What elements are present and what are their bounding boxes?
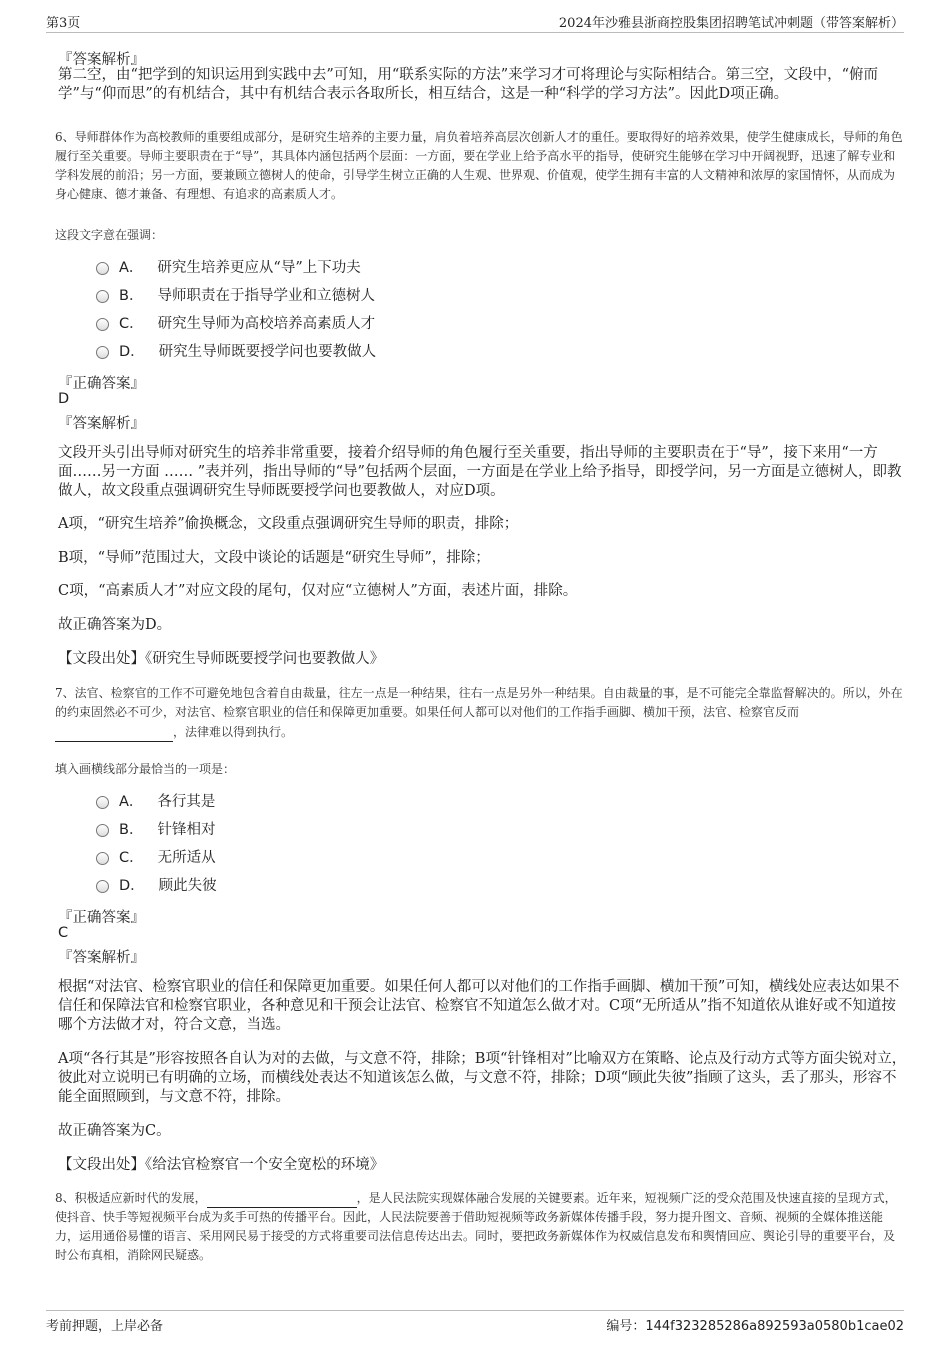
correct-answer-tag: 『正确答案』 <box>58 910 145 926</box>
option-text: 研究生导师既要授学问也要教做人 <box>158 344 377 360</box>
correct-answer-tag: 『正确答案』 <box>58 376 145 392</box>
radio-icon[interactable] <box>96 290 109 303</box>
correct-answer: D <box>58 391 70 407</box>
option-text: 各行其是 <box>157 794 216 810</box>
analysis-tag: 『答案解析』 <box>58 950 145 966</box>
radio-icon[interactable] <box>96 824 109 837</box>
option-d[interactable] <box>96 342 376 362</box>
option-text: 针锋相对 <box>157 822 216 838</box>
analysis-paragraph: A项“各行其是”形容按照各自认为对的去做，与文意不符，排除；B项“针锋相对”比喻双方在策略、论点及行动方式等方面尖锐对立，彼此对立说明已有明确的立场，而横线处表达不知道该怎么做，与文意不符，排除；D项“顾此失彼”指顾了这头，丢了那头，形容不能全面照顾到，与文意不符，排除。 <box>58 1051 907 1105</box>
question-8-text <box>55 1188 905 1265</box>
option-b[interactable] <box>96 286 375 306</box>
code-value: 144f323285286a892593a0580b1cae02 <box>645 1319 904 1334</box>
document-title: 2024年沙雅县浙商控股集团招聘笔试冲刺题（带答案解析） <box>558 16 904 31</box>
analysis-paragraph: B项，“导师”范围过大，文段中谈论的话题是“研究生导师”，排除； <box>58 550 490 566</box>
option-a[interactable] <box>96 792 215 812</box>
radio-icon[interactable] <box>96 346 109 359</box>
radio-icon[interactable] <box>96 880 109 893</box>
option-a[interactable] <box>96 258 361 278</box>
option-text: 导师职责在于指导学业和立德树人 <box>157 288 375 304</box>
option-letter: A． <box>119 260 144 276</box>
option-text: 研究生培养更应从“导”上下功夫 <box>157 260 361 276</box>
source-citation: 【文段出处】《给法官检察官一个安全宽松的环境》 <box>58 1157 385 1173</box>
page-footer <box>46 1310 904 1335</box>
analysis-paragraph: 根据“对法官、检察官职业的信任和保障更加重要。如果任何人都可以对他们的工作指手画脚、横加干预”可知，横线处应表达如果不信任和保障法官和检察官职业，各种意见和干预会让法官、检察官不知道怎么做才对。C项“无所适从”指不知道依从谁好或不知道按哪个方法做才对，符合文意，当选。 <box>58 979 900 1033</box>
option-letter: D． <box>119 878 145 894</box>
option-letter: C． <box>119 850 144 866</box>
footer-slogan: 考前押题，上岸必备 <box>46 1319 164 1334</box>
option-d[interactable] <box>96 876 217 896</box>
document-code <box>606 1315 904 1334</box>
analysis-paragraph: A项，“研究生培养”偷换概念，文段重点强调研究生导师的职责，排除； <box>58 516 519 532</box>
option-letter: A． <box>119 794 144 810</box>
radio-icon[interactable] <box>96 852 109 865</box>
question-text-part: ，是人民法院实现媒体融合发展的关键要素。近年来，短视频广泛的受众范围及快速直接的呈现方式，使抖音、快手等短视频平台成为炙手可热的传播平台。因此，人民法院要善于借助短视频等政务新媒体传播手段，努力提升图文、音频、视频的全媒体推送能力，运用通俗易懂的语言、采用网民易于接受的方式将重要司法信息传达出去。同时，要把政务新媒体作为权威信息发布和舆情回应、舆论引导的重要平台，及时公布真相，消除网民疑惑。 <box>55 1191 897 1262</box>
question-6-text: 6、导师群体作为高校教师的重要组成部分，是研究生培养的主要力量，肩负着培养高层次创新人才的重任。要取得好的培养效果，使学生健康成长，导师的角色履行至关重要。导师主要职责在于“导”，其具体内涵包括两个层面：一方面，要在学业上给予高水平的指导，使研究生能够在学习中开阔视野，迅速了解专业和学科发展的前沿；另一方面，要兼顾立德树人的使命，引导学生树立正确的人生观、世界观、价值观，使学生拥有丰富的人文精神和浓厚的家国情怀，从而成为身心健康、德才兼备、有理想、有追求的高素质人才。 <box>55 130 903 201</box>
question-text-part: 8、积极适应新时代的发展， <box>55 1191 207 1205</box>
option-c[interactable] <box>96 848 216 868</box>
option-letter: B． <box>119 288 144 304</box>
code-label: 编号： <box>606 1319 646 1334</box>
analysis-text: 第二空，由“把学到的知识运用到实践中去”可知，用“联系实际的方法”来学习才可将理论与实际相结合。第三空，文段中，“俯而学”与“仰而思”的有机结合，其中有机结合表示各取所长，相互结合，这是一种“科学的学习方法”。因此D项正确。 <box>58 67 879 102</box>
option-c[interactable] <box>96 314 375 334</box>
option-text: 顾此失彼 <box>158 878 217 894</box>
source-citation: 【文段出处】《研究生导师既要授学问也要教做人》 <box>58 651 385 667</box>
question-text-part: 7、法官、检察官的工作不可避免地包含着自由裁量，往左一点是一种结果，往右一点是另外一种结果。自由裁量的事，是不可能完全靠监督解决的。所以，外在的约束固然必不可少，对法官、检察官职业的信任和保障更加重要。如果任何人都可以对他们的工作指手画脚、横加干预，法官、检察官反而 <box>55 686 903 719</box>
option-b[interactable] <box>96 820 215 840</box>
analysis-paragraph: 故正确答案为D。 <box>58 617 172 633</box>
answer-blank <box>55 722 173 742</box>
radio-icon[interactable] <box>96 318 109 331</box>
option-letter: B． <box>119 822 144 838</box>
radio-icon[interactable] <box>96 796 109 809</box>
question-7-text <box>55 684 905 742</box>
analysis-tag: 『答案解析』 <box>58 416 145 432</box>
answer-blank <box>207 1188 357 1208</box>
option-letter: D． <box>119 344 145 360</box>
option-letter: C． <box>119 316 144 332</box>
analysis-paragraph: 故正确答案为C。 <box>58 1123 171 1139</box>
page-header <box>46 12 904 33</box>
radio-icon[interactable] <box>96 262 109 275</box>
correct-answer: C <box>58 925 69 941</box>
page-number: 第3页 <box>46 16 81 31</box>
analysis-tag: 『答案解析』 <box>58 52 145 68</box>
question-7-prompt: 填入画横线部分最恰当的一项是： <box>55 762 236 776</box>
analysis-paragraph: 文段开头引出导师对研究生的培养非常重要，接着介绍导师的角色履行至关重要，指出导师的主要职责在于“导”，接下来用“一方面……另一方面 …… ”表并列，指出导师的“导”包括两个层面，一方面是在学业上给予指导，即授学问，另一方面是立德树人，即教做人，故文段重点强调研究生导师既要授学问也要教做人，对应D项。 <box>58 445 902 499</box>
option-text: 无所适从 <box>157 850 216 866</box>
question-text-part: ，法律难以得到执行。 <box>173 725 294 739</box>
analysis-paragraph: C项，“高素质人才”对应文段的尾句，仅对应“立德树人”方面，表述片面，排除。 <box>58 583 578 599</box>
question-6-prompt: 这段文字意在强调： <box>55 228 164 242</box>
option-text: 研究生导师为高校培养高素质人才 <box>157 316 376 332</box>
